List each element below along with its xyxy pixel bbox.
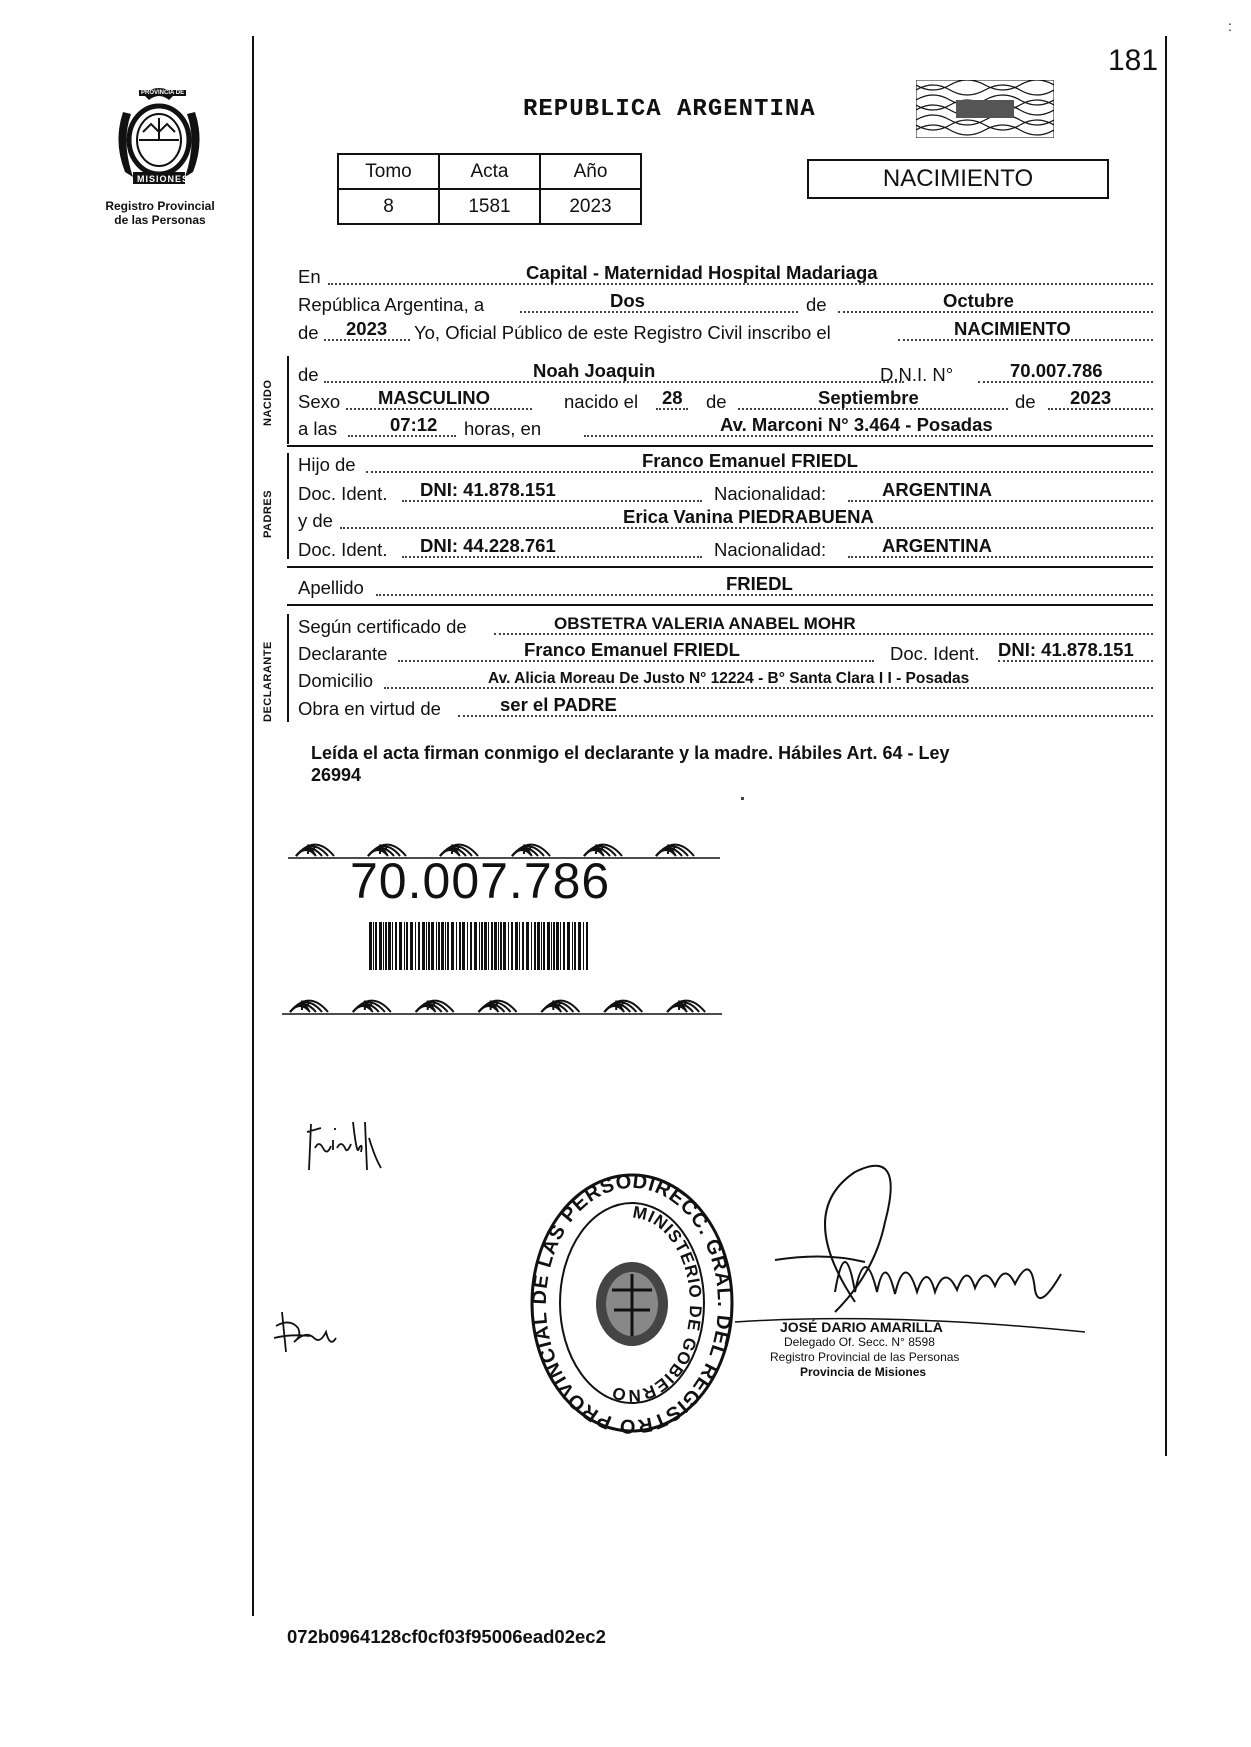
logo-caption-line1: Registro Provincial (105, 199, 215, 213)
row-declarant (298, 641, 1153, 667)
rp-logo-icon (353, 997, 391, 1013)
logo-caption (80, 199, 240, 227)
label-hijo-de: Hijo de (298, 454, 356, 475)
registrar-stamp (770, 1320, 1070, 1380)
nacido-section-label: NACIDO (262, 379, 274, 426)
svg-text:MINISTERIO DE GOBIERNO: MINISTERIO DE GOBIERNO (609, 1202, 706, 1406)
value-time: 07:12 (390, 414, 438, 435)
label-dni: D.N.I. N° (880, 364, 954, 385)
svg-text:R: R (594, 841, 605, 857)
padres-separator (287, 566, 1153, 568)
signature-icon (270, 1308, 340, 1356)
label-de-byear: de (1015, 391, 1036, 412)
country-title: REPUBLICA ARGENTINA (523, 96, 816, 123)
svg-text:DIRECC. GRAL. DEL REGISTRO PRO: DIRECC. GRAL. DEL REGISTRO PROVINCIAL DE LAS PERSO (528, 1170, 736, 1436)
registrar-office: Registro Provincial de las Personas (770, 1350, 960, 1364)
registrar-signature (735, 1152, 1095, 1342)
ref-header-ano: Año (540, 154, 641, 189)
reference-table-values (338, 189, 641, 224)
svg-text:R: R (666, 841, 677, 857)
signature-icon (735, 1152, 1095, 1342)
value-child-dni: 70.007.786 (1010, 360, 1103, 381)
rp-logo-icon (416, 997, 454, 1013)
label-obra: Obra en virtud de (298, 698, 441, 719)
value-mother-doc: DNI: 44.228.761 (420, 535, 556, 556)
row-father-name (298, 452, 1153, 478)
ref-value-ano: 2023 (540, 189, 641, 224)
label-republica: República Argentina, a (298, 294, 485, 315)
value-inscribo: NACIMIENTO (954, 318, 1071, 339)
row-child-name (298, 362, 1153, 388)
value-capacity: ser el PADRE (500, 694, 617, 715)
value-certificate: OBSTETRA VALERIA ANABEL MOHR (554, 614, 856, 633)
registrar-province: Provincia de Misiones (800, 1365, 927, 1379)
label-de-bmonth: de (706, 391, 727, 412)
ref-value-acta: 1581 (439, 189, 540, 224)
label-y-de: y de (298, 510, 333, 531)
value-address: Av. Alicia Moreau De Justo N° 12224 - B° Santa Clara I I - Posadas (488, 670, 970, 687)
signature-icon (305, 1118, 385, 1176)
declarant-signature (305, 1118, 385, 1176)
declarante-section-label: DECLARANTE (262, 641, 274, 722)
left-margin-rule (252, 36, 254, 1616)
label-apellido: Apellido (298, 577, 364, 598)
ref-header-acta: Acta (439, 154, 540, 189)
padres-section-label: PADRES (262, 489, 274, 538)
label-declarant-doc: Doc. Ident. (890, 643, 980, 664)
label-certificado: Según certificado de (298, 616, 467, 637)
rp-logo-icon (667, 997, 705, 1013)
provincial-logo (103, 82, 215, 194)
label-de-child: de (298, 364, 319, 385)
rp-logo-icon (479, 997, 517, 1013)
value-surname: FRIEDL (726, 573, 793, 594)
label-de-month: de (806, 294, 827, 315)
label-domicilio: Domicilio (298, 670, 374, 691)
closing-text (311, 742, 1141, 786)
label-father-doc: Doc. Ident. (298, 483, 388, 504)
row-mother-doc (298, 537, 1153, 563)
label-de-year: de (298, 322, 319, 343)
svg-text:R: R (677, 997, 688, 1013)
value-month: Octubre (943, 290, 1014, 311)
label-en: En (298, 266, 321, 287)
label-mother-nat: Nacionalidad: (714, 539, 827, 560)
ref-header-tomo: Tomo (338, 154, 439, 189)
svg-text:R: R (614, 997, 625, 1013)
seal-icon (528, 1170, 736, 1436)
value-declarant-name: Franco Emanuel FRIEDL (524, 639, 740, 660)
svg-text:R: R (300, 997, 311, 1013)
label-a-las: a las (298, 418, 338, 439)
logo-ring-bottom: MISIONES (137, 174, 190, 184)
svg-text:R: R (551, 997, 562, 1013)
label-mother-doc: Doc. Ident. (298, 539, 388, 560)
value-year: 2023 (346, 318, 388, 339)
row-time-place (298, 416, 1153, 442)
svg-text:R: R (378, 841, 389, 857)
barcode-icon (369, 922, 589, 970)
rp-logo-icon (296, 841, 334, 857)
security-pattern-icon (916, 80, 1054, 138)
rp-logo-icon (656, 841, 694, 857)
value-birth-year: 2023 (1070, 387, 1112, 408)
row-mother-name (298, 508, 1153, 534)
value-mother-name: Erica Vanina PIEDRABUENA (623, 506, 874, 527)
row-place (298, 264, 1153, 290)
closing-text-line1: Leída el acta firman conmigo el declarante y la madre. Hábiles Art. 64 - Ley (311, 743, 950, 763)
row-father-doc (298, 481, 1153, 507)
value-birth-month: Septiembre (818, 387, 919, 408)
svg-text:R: R (425, 997, 436, 1013)
reference-table (337, 153, 642, 225)
nacido-bracket (287, 356, 289, 444)
row-date (298, 292, 1153, 318)
value-father-nat: ARGENTINA (882, 479, 992, 500)
barcode (369, 922, 589, 970)
padres-bracket (287, 453, 289, 559)
row-surname (298, 575, 1153, 601)
svg-text:R: R (306, 841, 317, 857)
rp-logo-strip-icon (282, 986, 722, 1016)
row-sex-birth (298, 389, 1153, 415)
logo-ring-top: PROVINCIA DE (141, 90, 185, 96)
record-type-box: NACIMIENTO (807, 159, 1109, 199)
rp-logo-icon (541, 997, 579, 1013)
page-number: 181 (1108, 44, 1159, 77)
value-father-doc: DNI: 41.878.151 (420, 479, 556, 500)
registrar-title: Delegado Of. Secc. N° 8598 (784, 1335, 935, 1349)
row-address (298, 668, 1153, 694)
value-child-name: Noah Joaquin (533, 360, 656, 381)
registrar-name: JOSÉ DARIO AMARILLA (780, 1319, 943, 1335)
ref-value-tomo: 8 (338, 189, 439, 224)
svg-text:R: R (488, 997, 499, 1013)
security-strip-bottom (282, 986, 722, 1016)
rp-logo-icon (290, 997, 328, 1013)
nacido-separator (287, 445, 1153, 447)
label-horas: horas, en (464, 418, 542, 439)
value-birth-place: Av. Marconi N° 3.464 - Posadas (720, 414, 993, 435)
speck (741, 797, 744, 800)
value-sexo: MASCULINO (378, 387, 491, 408)
reference-table-header (338, 154, 641, 189)
apellido-separator (287, 604, 1153, 606)
security-pattern (916, 80, 1054, 138)
official-seal (528, 1170, 736, 1436)
row-certificate (298, 614, 1153, 640)
declarante-bracket (287, 614, 289, 722)
label-inscribo: Yo, Oficial Público de este Registro Civil inscribo el (414, 322, 831, 343)
value-day: Dos (610, 290, 645, 311)
rp-logo-icon (604, 997, 642, 1013)
svg-text:R: R (450, 841, 461, 857)
document-hash: 072b0964128cf0cf03f95006ead02ec2 (287, 1626, 606, 1647)
value-declarant-doc: DNI: 41.878.151 (998, 639, 1134, 660)
row-inscription (298, 320, 1153, 346)
value-father-name: Franco Emanuel FRIEDL (642, 450, 858, 471)
mother-signature (270, 1308, 340, 1356)
right-margin-rule (1165, 36, 1167, 1456)
corner-mark: : (1228, 18, 1232, 34)
label-declarante: Declarante (298, 643, 388, 664)
svg-text:R: R (522, 841, 533, 857)
closing-text-line2: 26994 (311, 765, 362, 785)
barcode-number: 70.007.786 (350, 853, 611, 909)
label-father-nat: Nacionalidad: (714, 483, 827, 504)
value-mother-nat: ARGENTINA (882, 535, 992, 556)
logo-caption-line2: de las Personas (114, 213, 206, 227)
label-nacido-el: nacido el (564, 391, 639, 412)
value-place: Capital - Maternidad Hospital Madariaga (526, 262, 878, 283)
label-sexo: Sexo (298, 391, 341, 412)
row-capacity (298, 696, 1153, 722)
value-birth-day: 28 (662, 387, 683, 408)
svg-text:R: R (362, 997, 373, 1013)
